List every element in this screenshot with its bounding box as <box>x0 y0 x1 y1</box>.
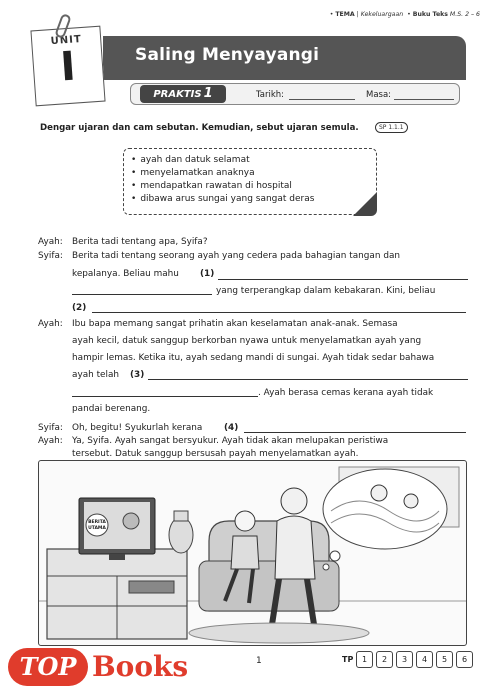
page-number: 1 <box>256 656 262 666</box>
masa-field[interactable] <box>394 99 454 100</box>
answer-blank-4[interactable] <box>244 432 466 433</box>
dialogue-line: hampir lemas. Ketika itu, ayah sedang mandi di sungai. Ayah tidak sedar bahawa <box>72 353 435 363</box>
dialogue-line: Ya, Syifa. Ayah sangat bersyukur. Ayah tidak akan melupakan peristiwa <box>72 436 389 446</box>
page-title: Saling Menyayangi <box>135 45 320 65</box>
tp-level-box[interactable]: 1 <box>356 651 373 668</box>
logo-top-text: TOP <box>8 648 88 686</box>
dialogue-line: ayah telah <box>72 370 120 380</box>
logo-books-text: Books <box>92 650 189 683</box>
word-item: • ayah dan datuk selamat <box>131 155 250 165</box>
blank-number-2: (2) <box>72 303 87 313</box>
word-item: • menyelamatkan anaknya <box>131 168 255 178</box>
family-illustration <box>38 460 467 646</box>
sp-code-badge: SP 1.1.1 <box>375 122 408 133</box>
speaker-ayah: Ayah: <box>38 436 63 446</box>
masa-label: Masa: <box>366 90 392 100</box>
answer-blank-1b[interactable] <box>72 294 212 295</box>
answer-blank-2[interactable] <box>92 312 466 313</box>
dialogue-line: Ibu bapa memang sangat prihatin akan keselamatan anak-anak. Semasa <box>72 319 398 329</box>
praktis-tab: PRAKTIS 1 <box>140 85 226 103</box>
dialogue-line: Oh, begitu! Syukurlah kerana <box>72 423 203 433</box>
speaker-syifa: Syifa: <box>38 251 63 261</box>
tp-label: TP <box>342 655 354 664</box>
dialogue-line: pandai berenang. <box>72 404 151 414</box>
tp-level-box[interactable]: 4 <box>416 651 433 668</box>
dialogue-line: ayah kecil, datuk sanggup berkorban nyawa untuk menyelamatkan ayah yang <box>72 336 422 346</box>
answer-blank-1a[interactable] <box>218 279 468 280</box>
tp-level-box[interactable]: 6 <box>456 651 473 668</box>
textbook-reference: • TEMA | Kekeluargaan • Buku Teks M.S. 2 – 6 <box>329 11 480 18</box>
speaker-syifa: Syifa: <box>38 423 63 433</box>
dialogue-line: tersebut. Datuk sanggup bersusah payah menyelamatkan ayah. <box>72 449 359 459</box>
blank-number-3: (3) <box>130 370 145 380</box>
blank-number-4: (4) <box>224 423 239 433</box>
unit-label: UNIT <box>50 33 83 48</box>
dialogue-line: Berita tadi tentang seorang ayah yang cedera pada bahagian tangan dan <box>72 251 401 261</box>
dialogue-line: kepalanya. Beliau mahu <box>72 269 179 279</box>
speaker-ayah: Ayah: <box>38 237 63 247</box>
dialogue-line: yang terperangkap dalam kebakaran. Kini, beliau <box>216 286 436 296</box>
answer-blank-3a[interactable] <box>148 379 468 380</box>
dialogue-line: Berita tadi tentang apa, Syifa? <box>72 237 208 247</box>
dialogue-line: . Ayah berasa cemas kerana ayah tidak <box>258 388 434 398</box>
word-item: • dibawa arus sungai yang sangat deras <box>131 194 314 204</box>
word-item: • mendapatkan rawatan di hospital <box>131 181 292 191</box>
unit-number: I <box>59 43 78 91</box>
answer-blank-3b[interactable] <box>72 396 258 397</box>
tp-level-box[interactable]: 5 <box>436 651 453 668</box>
tv-text-2: UTAMA <box>88 526 106 531</box>
unit-card <box>30 26 105 107</box>
tarikh-field[interactable] <box>289 99 355 100</box>
living-room-scene <box>39 461 467 646</box>
instruction-text: Dengar ujaran dan cam sebutan. Kemudian, sebut ujaran semula. <box>40 123 359 133</box>
speaker-ayah: Ayah: <box>38 319 63 329</box>
tarikh-label: Tarikh: <box>256 90 285 100</box>
tv-text-1: BERITA <box>88 520 106 525</box>
tp-level-box[interactable]: 3 <box>396 651 413 668</box>
tp-level-box[interactable]: 2 <box>376 651 393 668</box>
blank-number-1: (1) <box>200 269 215 279</box>
